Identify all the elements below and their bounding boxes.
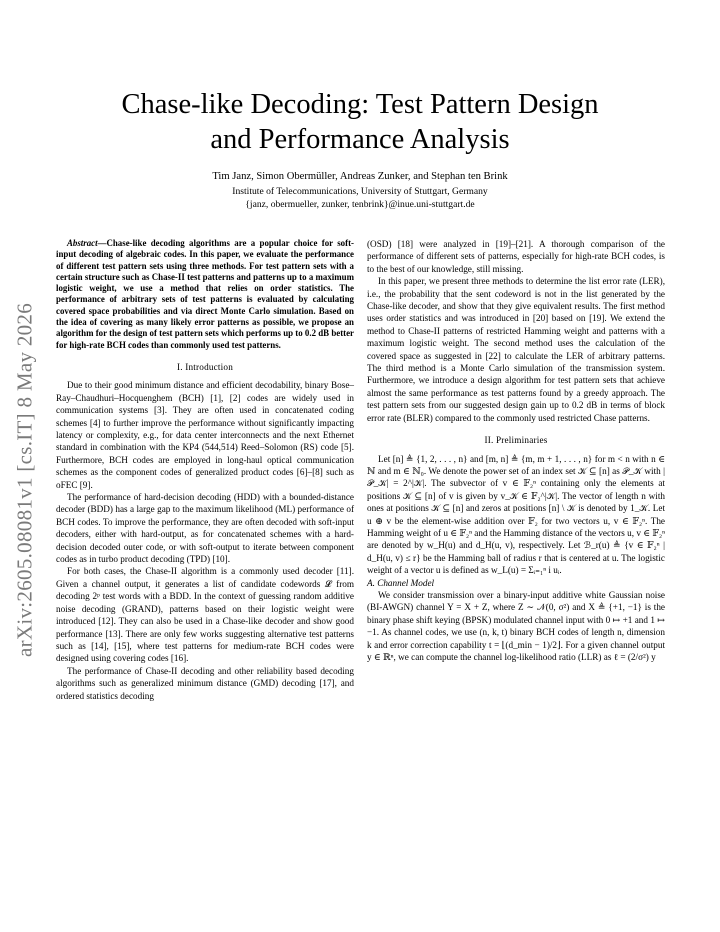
intro-paragraph-1: Due to their good minimum distance and efficient decodability, binary Bose–Ray–Chaudhuri–Hocquenghem (BCH) [1], [2] codes are widely used in communication systems [3]. They are often used in concatenated coding schemes [4] to further improve the performance without significantly impacting latency or complexity, e.g., for data center interconnects and the next Ethernet standard in combination with the KP4 (544,514) Reed–Solomon (RS) code [5]. Furthermore, BCH codes are employed in long-haul optical communication schemes as the component codes of generalized product codes [6]–[8] such as oFEC [9]. <box>56 380 354 490</box>
right-column <box>367 238 665 663</box>
prelim-paragraph-notation: Let [n] ≜ {1, 2, . . . , n} and [m, n] ≜ {m, m + 1, . . . , n} for m < n with n ∈ ℕ and m ∈ ℕ₀. We denote the power set of an index set 𝒦 ⊆ [n] as 𝒫_𝒦 with |𝒫_𝒦| = 2^|𝒦|. The subvector of v ∈ 𝔽₂ⁿ containing only the elements at positions 𝒦 ⊆ [n] of v is given by v_𝒦 ∈ 𝔽₂^|𝒦|. The vector of length n with ones at positions 𝒦 ⊆ [n] and zeros at positions [n] \ 𝒦 is denoted by 1_𝒦. Let u ⊕ v be the element-wise addition over 𝔽₂ for two vectors u, v ∈ 𝔽₂ⁿ. The Hamming weight of u ∈ 𝔽₂ⁿ and the Hamming distance of the vectors u, v ∈ 𝔽₂ⁿ are denoted by w_H(u) and d_H(u, v), respectively. Let ℬ_r(u) ≜ {v ∈ 𝔽₂ⁿ | d_H(u, v) ≤ r} be the Hamming ball of radius r that is centered at u. The logistic weight of a vector u is defined as w_L(u) = Σᵢ₌₁ⁿ i uᵢ. <box>367 453 665 576</box>
channel-model-paragraph: We consider transmission over a binary-input additive white Gaussian noise (BI-AWGN) channel Y = X + Z, where Z ∼ 𝒩(0, σ²) and X ≜ {+1, −1} is the binary phase shift keying (BPSK) modulated channel input with 0 ↦ +1 and 1 ↦ −1. As channel codes, we use (n, k, t) binary BCH codes of length n, dimension k and error correction capability t = ⌊(d_min − 1)/2⌋. For a given channel output y ∈ ℝⁿ, we can compute the channel log-likelihood ratio (LLR) as ℓ = (2/σ²) y <box>367 589 665 662</box>
intro-paragraph-3: For both cases, the Chase-II algorithm is a commonly used decoder [11]. Given a channel output, it generates a list of candidate codewords 𝓛 from decoding 2ᵖ test words with a BDD. In the context of guessing random additive noise decoding (GRAND), patterns based on their logistic weight were introduced [12]. They can also be used in a Chase-like decoder and show good performance [13]. There are only few works suggesting alternative test patterns such as [14], [15], where test patterns for medium-rate BCH codes were designed using covering codes [16]. <box>56 566 354 664</box>
abstract-lead: Abstract <box>67 238 98 248</box>
intro-paragraph-5: (OSD) [18] were analyzed in [19]–[21]. A thorough comparison of the performance of different sets of patterns, especially for high-rate BCH codes, is to the best of our knowledge, still missing. <box>367 239 665 274</box>
arxiv-stamp <box>8 270 42 690</box>
intro-paragraph-6: In this paper, we present three methods to determine the list error rate (LER), i.e., the probability that the sent codeword is not in the list generated by the Chase-like decoder, and show that they give equivalent results. The first method uses order statistics and was introduced in [20] based on [19]. We extend the method to Chase-II patterns of restricted Hamming weight and patterns with a maximum logistic weight. The second method uses the calculation of the covered space as suggested in [22] to calculate the LER of arbitrary patterns. The third method is a Monte Carlo simulation of the transmission system. Furthermore, we introduce a design algorithm for test pattern sets that achieve almost the same performance as test patterns found by a greedy approach. The test pattern sets from our suggested design gain up to 0.2 dB in terms of block error rate (BLER) compared to the commonly used restricted Chase patterns. <box>367 276 665 423</box>
author-list: Tim Janz, Simon Obermüller, Andreas Zunker, and Stephan ten Brink <box>212 171 508 182</box>
arxiv-stamp-text: arXiv:2605.08081v1 [cs.IT] 8 May 2026 <box>12 302 37 658</box>
left-column <box>56 238 354 702</box>
affiliation: Institute of Telecommunications, University of Stuttgart, Germany <box>232 186 488 197</box>
intro-paragraph-2: The performance of hard-decision decoding (HDD) with a bounded-distance decoder (BDD) has a large gap to the maximum likelihood (ML) performance of BCH codes. To improve the performance, they are often decoded with soft-input decoders, either with hard-output, as for concatenated schemes with a hard-decision decoded outer code, or with soft-output to iterate between component codes as in turbo product decoding (TPD) [10]. <box>56 492 354 565</box>
section-heading-introduction: I. Introduction <box>176 361 234 372</box>
abstract-body: —Chase-like decoding algorithms are a popular choice for soft-input decoding of algebraic codes. In this paper, we evaluate the performance of different test pattern sets using three methods. For test pattern sets with a certain structure such as Chase-II test patterns and patterns up to a maximum logistic weight, we use a method that relies on order statistics. The performance of arbitrary sets of test patterns is evaluated by calculating covered space probabilities and via direct Monte Carlo simulation. Based on the idea of covering as many likely error patterns as possible, we propose an algorithm for the design of test pattern sets which performs up to 0.2 dB better for high-rate BCH codes than commonly used test patterns. <box>56 238 354 350</box>
intro-paragraph-4: The performance of Chase-II decoding and other reliability based decoding algorithms such as generalized minimum distance (GMD) decoding [17], and ordered statistics decoding <box>56 665 354 701</box>
title-line-2: and Performance Analysis <box>210 124 510 155</box>
title-line-1: Chase-like Decoding: Test Pattern Design <box>121 89 599 120</box>
section-heading-preliminaries: II. Preliminaries <box>484 435 548 446</box>
abstract <box>56 238 354 351</box>
author-emails: {janz, obermueller, zunker, tenbrink}@inue.uni-stuttgart.de <box>245 199 475 210</box>
subsection-heading-channel-model: A. Channel Model <box>367 577 435 588</box>
paper-title <box>60 87 660 157</box>
